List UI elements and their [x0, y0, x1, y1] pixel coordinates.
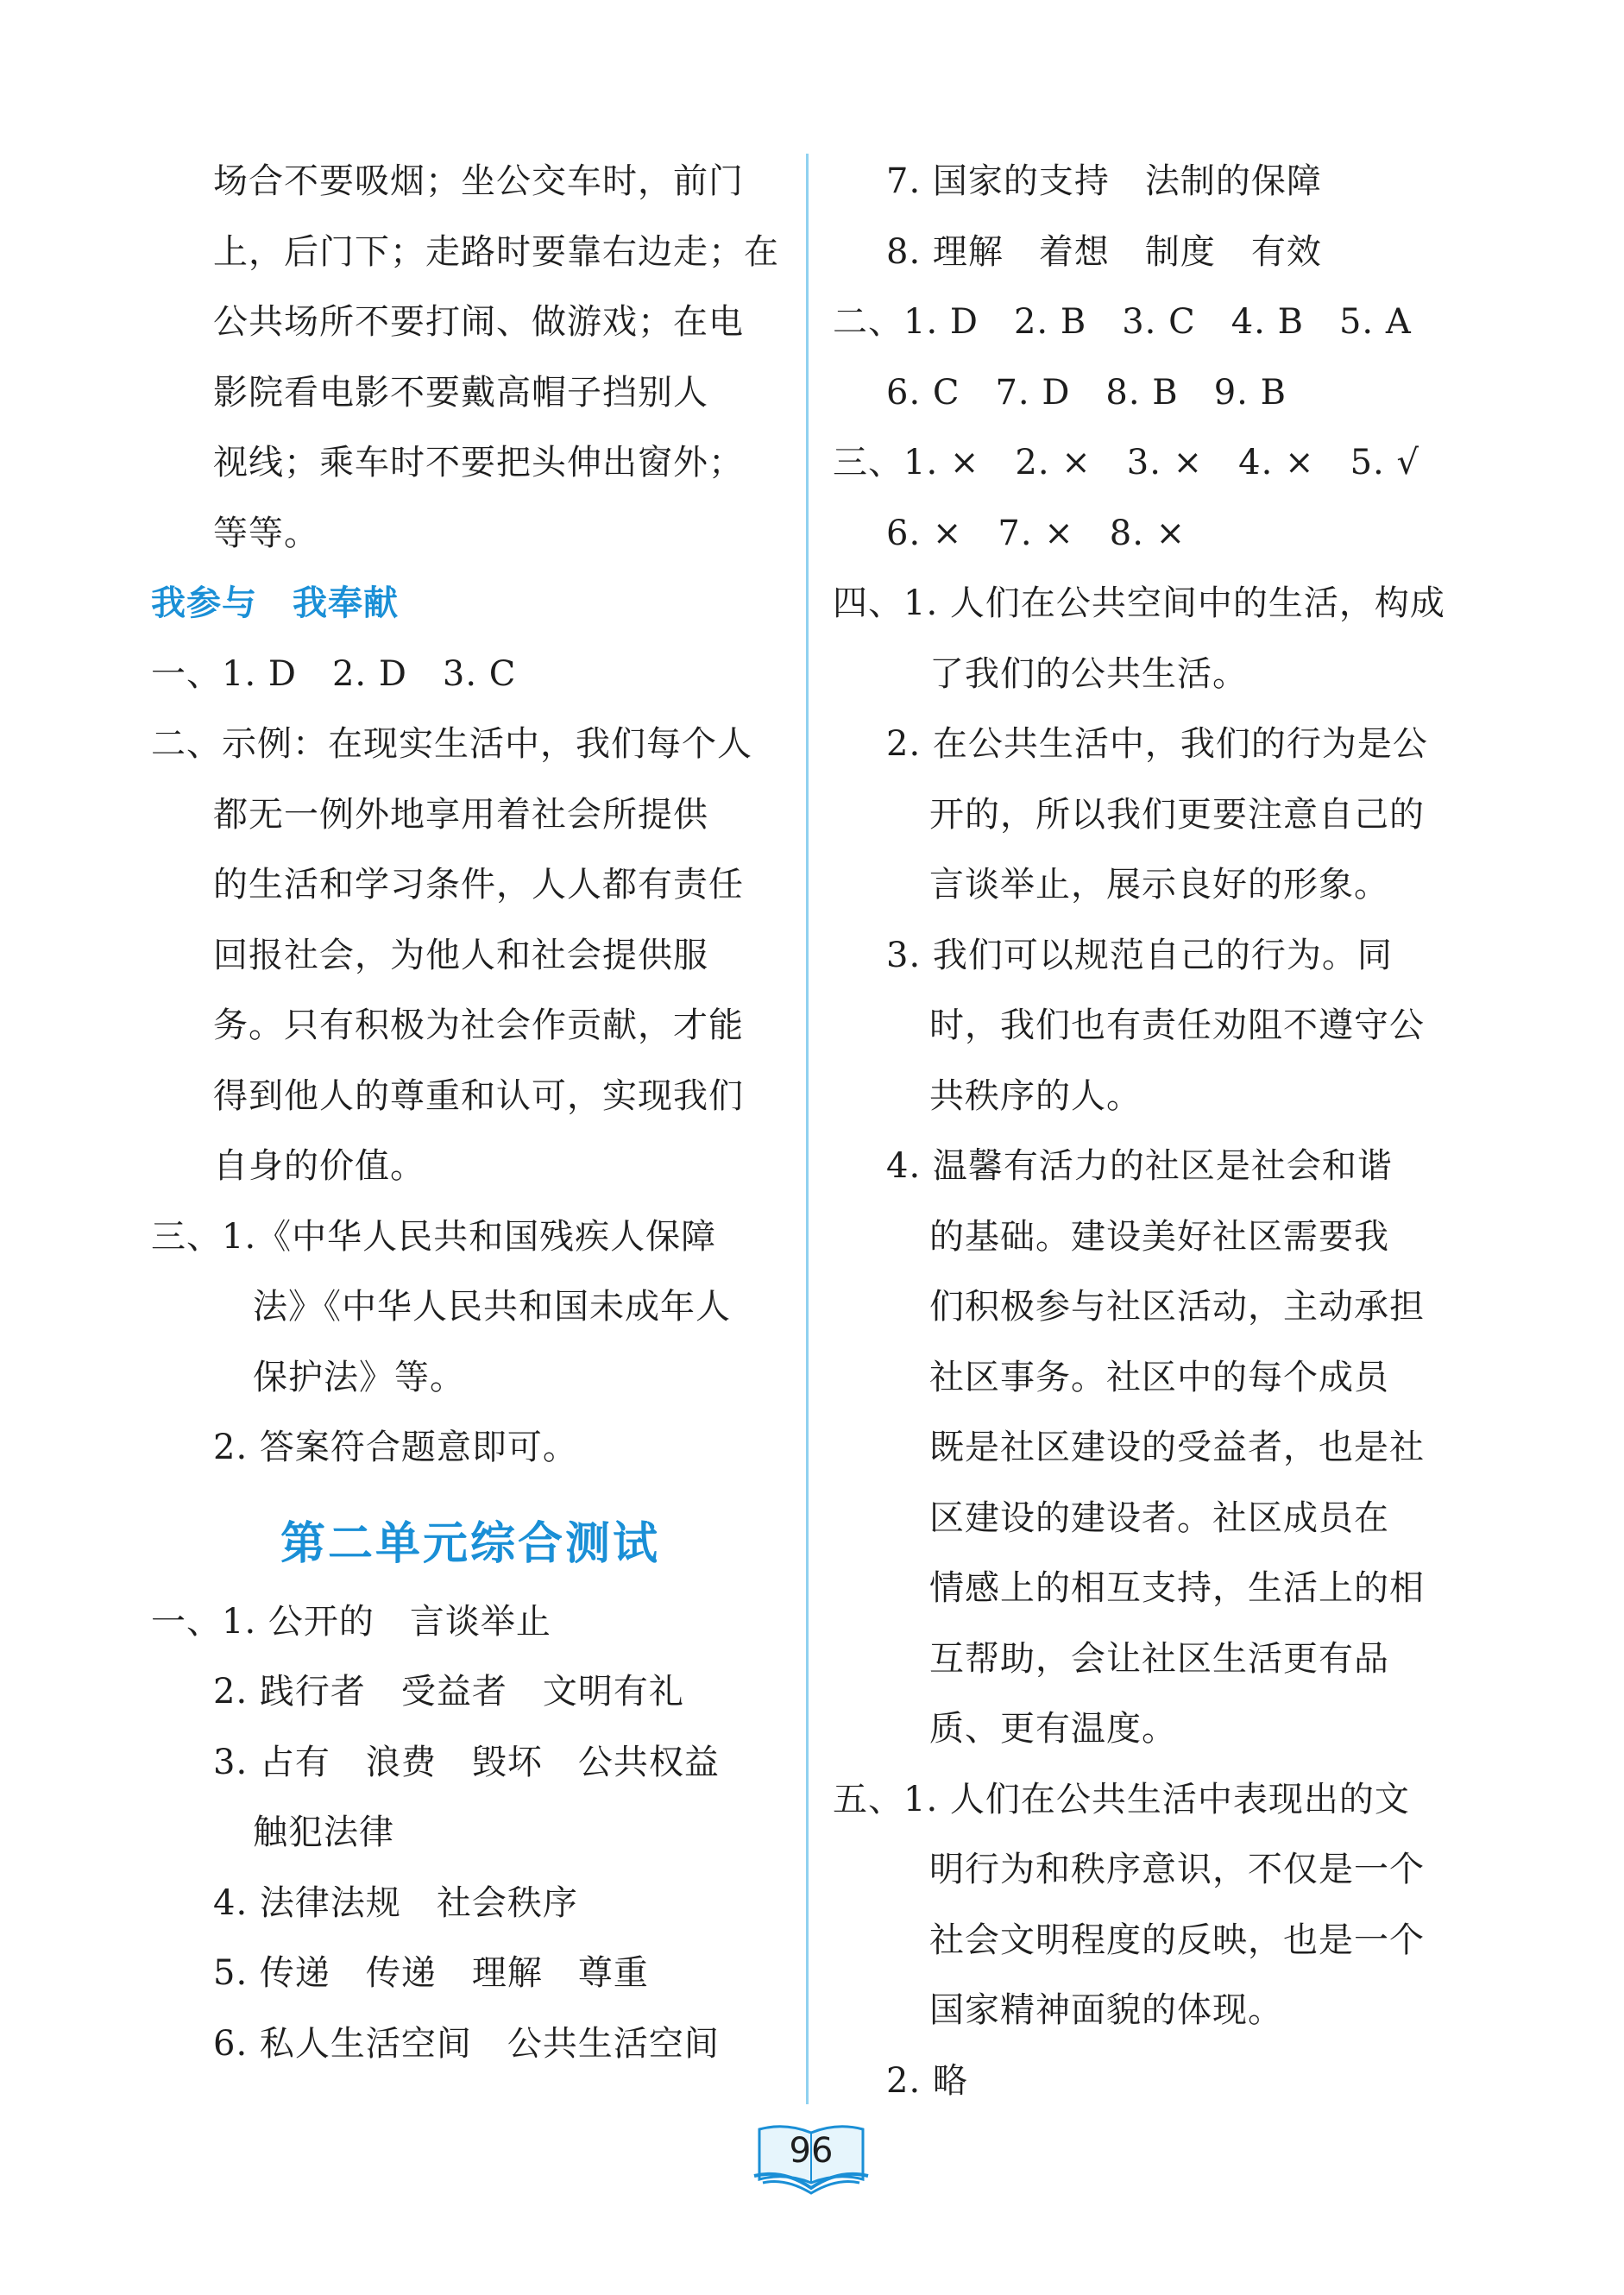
answer-line: 上，后门下；走路时要靠右边走；在	[213, 231, 779, 272]
answer-line: 2. 在公共生活中，我们的行为是公	[886, 724, 1428, 764]
answer-line: 视线；乘车时不要把头伸出窗外；	[213, 443, 744, 482]
answer-line: 得到他人的尊重和认可，实现我们	[213, 1075, 744, 1116]
answer-line: 社会文明程度的反映，也是一个	[929, 1920, 1425, 1960]
answer-line: 社区事务。社区中的每个成员	[929, 1357, 1389, 1397]
answer-line: 二、1. D 2. B 3. C 4. B 5. A	[833, 302, 1412, 342]
answer-line: 一、1. D 2. D 3. C	[151, 653, 517, 694]
answer-line: 情感上的相互支持，生活上的相	[929, 1568, 1425, 1608]
answer-line: 时，我们也有责任劝阻不遵守公	[929, 1006, 1425, 1045]
answer-line: 4. 温馨有活力的社区是社会和谐	[886, 1146, 1393, 1186]
answer-line: 保护法》等。	[253, 1357, 465, 1397]
answer-line: 互帮助，会让社区生活更有品	[929, 1638, 1389, 1679]
answer-line: 6. C 7. D 8. B 9. B	[886, 372, 1287, 413]
answer-line: 2. 略	[886, 2060, 968, 2101]
answer-line: 质、更有温度。	[929, 1709, 1177, 1749]
answer-line: 法》《中华人民共和国未成年人	[253, 1287, 731, 1327]
answer-line: 3. 占有 浪费 毁坏 公共权益	[213, 1742, 720, 1782]
answer-line: 5. 传递 传递 理解 尊重	[213, 1953, 649, 1993]
answer-line: 4. 法律法规 社会秩序	[213, 1882, 578, 1923]
answer-line: 三、1. × 2. × 3. × 4. × 5. √	[833, 443, 1419, 482]
answer-line: 国家精神面貌的体现。	[929, 1990, 1283, 2030]
answer-line: 2. 答案符合题意即可。	[213, 1428, 578, 1467]
answer-line: 们积极参与社区活动，主动承担	[929, 1287, 1425, 1327]
answer-line: 都无一例外地享用着社会所提供	[213, 794, 708, 835]
answer-line: 的基础。建设美好社区需要我	[929, 1216, 1389, 1257]
subsection-heading: 我参与 我奉献	[151, 583, 399, 623]
answer-line: 自身的价值。	[213, 1146, 425, 1186]
answer-line: 开的，所以我们更要注意自己的	[929, 794, 1425, 835]
answer-line: 的生活和学习条件，人人都有责任	[213, 865, 744, 905]
right-column	[833, 147, 1471, 2116]
answer-line: 6. × 7. × 8. ×	[886, 513, 1187, 553]
answer-line: 7. 国家的支持 法制的保障	[886, 161, 1322, 201]
left-column	[151, 147, 790, 2079]
answer-line: 五、1. 人们在公共生活中表现出的文	[833, 1779, 1410, 1819]
answer-line: 二、示例：在现实生活中，我们每个人	[151, 724, 752, 764]
answer-line: 8. 理解 着想 制度 有效	[886, 231, 1322, 272]
answer-line: 6. 私人生活空间 公共生活空间	[213, 2023, 720, 2064]
answer-line: 场合不要吸烟；坐公交车时，前门	[213, 161, 744, 201]
answer-line: 回报社会，为他人和社会提供服	[213, 935, 708, 975]
answer-line: 区建设的建设者。社区成员在	[929, 1497, 1389, 1538]
answer-line: 触犯法律	[253, 1813, 394, 1852]
answer-line: 影院看电影不要戴高帽子挡别人	[213, 372, 708, 413]
answer-line: 共秩序的人。	[929, 1075, 1142, 1116]
column-divider	[806, 154, 809, 2104]
answer-line: 等等。	[213, 513, 319, 553]
answer-line: 既是社区建设的受益者，也是社	[929, 1428, 1425, 1467]
answer-line: 3. 我们可以规范自己的行为。同	[886, 935, 1393, 975]
answer-line: 明行为和秩序意识，不仅是一个	[929, 1850, 1425, 1889]
answer-line: 公共场所不要打闹、做游戏；在电	[213, 302, 744, 342]
page-number-badge	[751, 2119, 872, 2197]
answer-line: 四、1. 人们在公共空间中的生活，构成	[833, 583, 1445, 623]
answer-line: 2. 践行者 受益者 文明有礼	[213, 1672, 684, 1712]
section-title: 第二单元综合测试	[280, 1517, 660, 1570]
answer-line: 一、1. 公开的 言谈举止	[151, 1601, 551, 1642]
answer-line: 务。只有积极为社会作贡献，才能	[213, 1006, 744, 1045]
answer-line: 了我们的公共生活。	[929, 653, 1248, 694]
answer-line: 三、1.《中华人民共和国残疾人保障	[151, 1216, 717, 1257]
page-number: 96	[789, 2131, 834, 2171]
answer-line: 言谈举止，展示良好的形象。	[929, 865, 1389, 905]
